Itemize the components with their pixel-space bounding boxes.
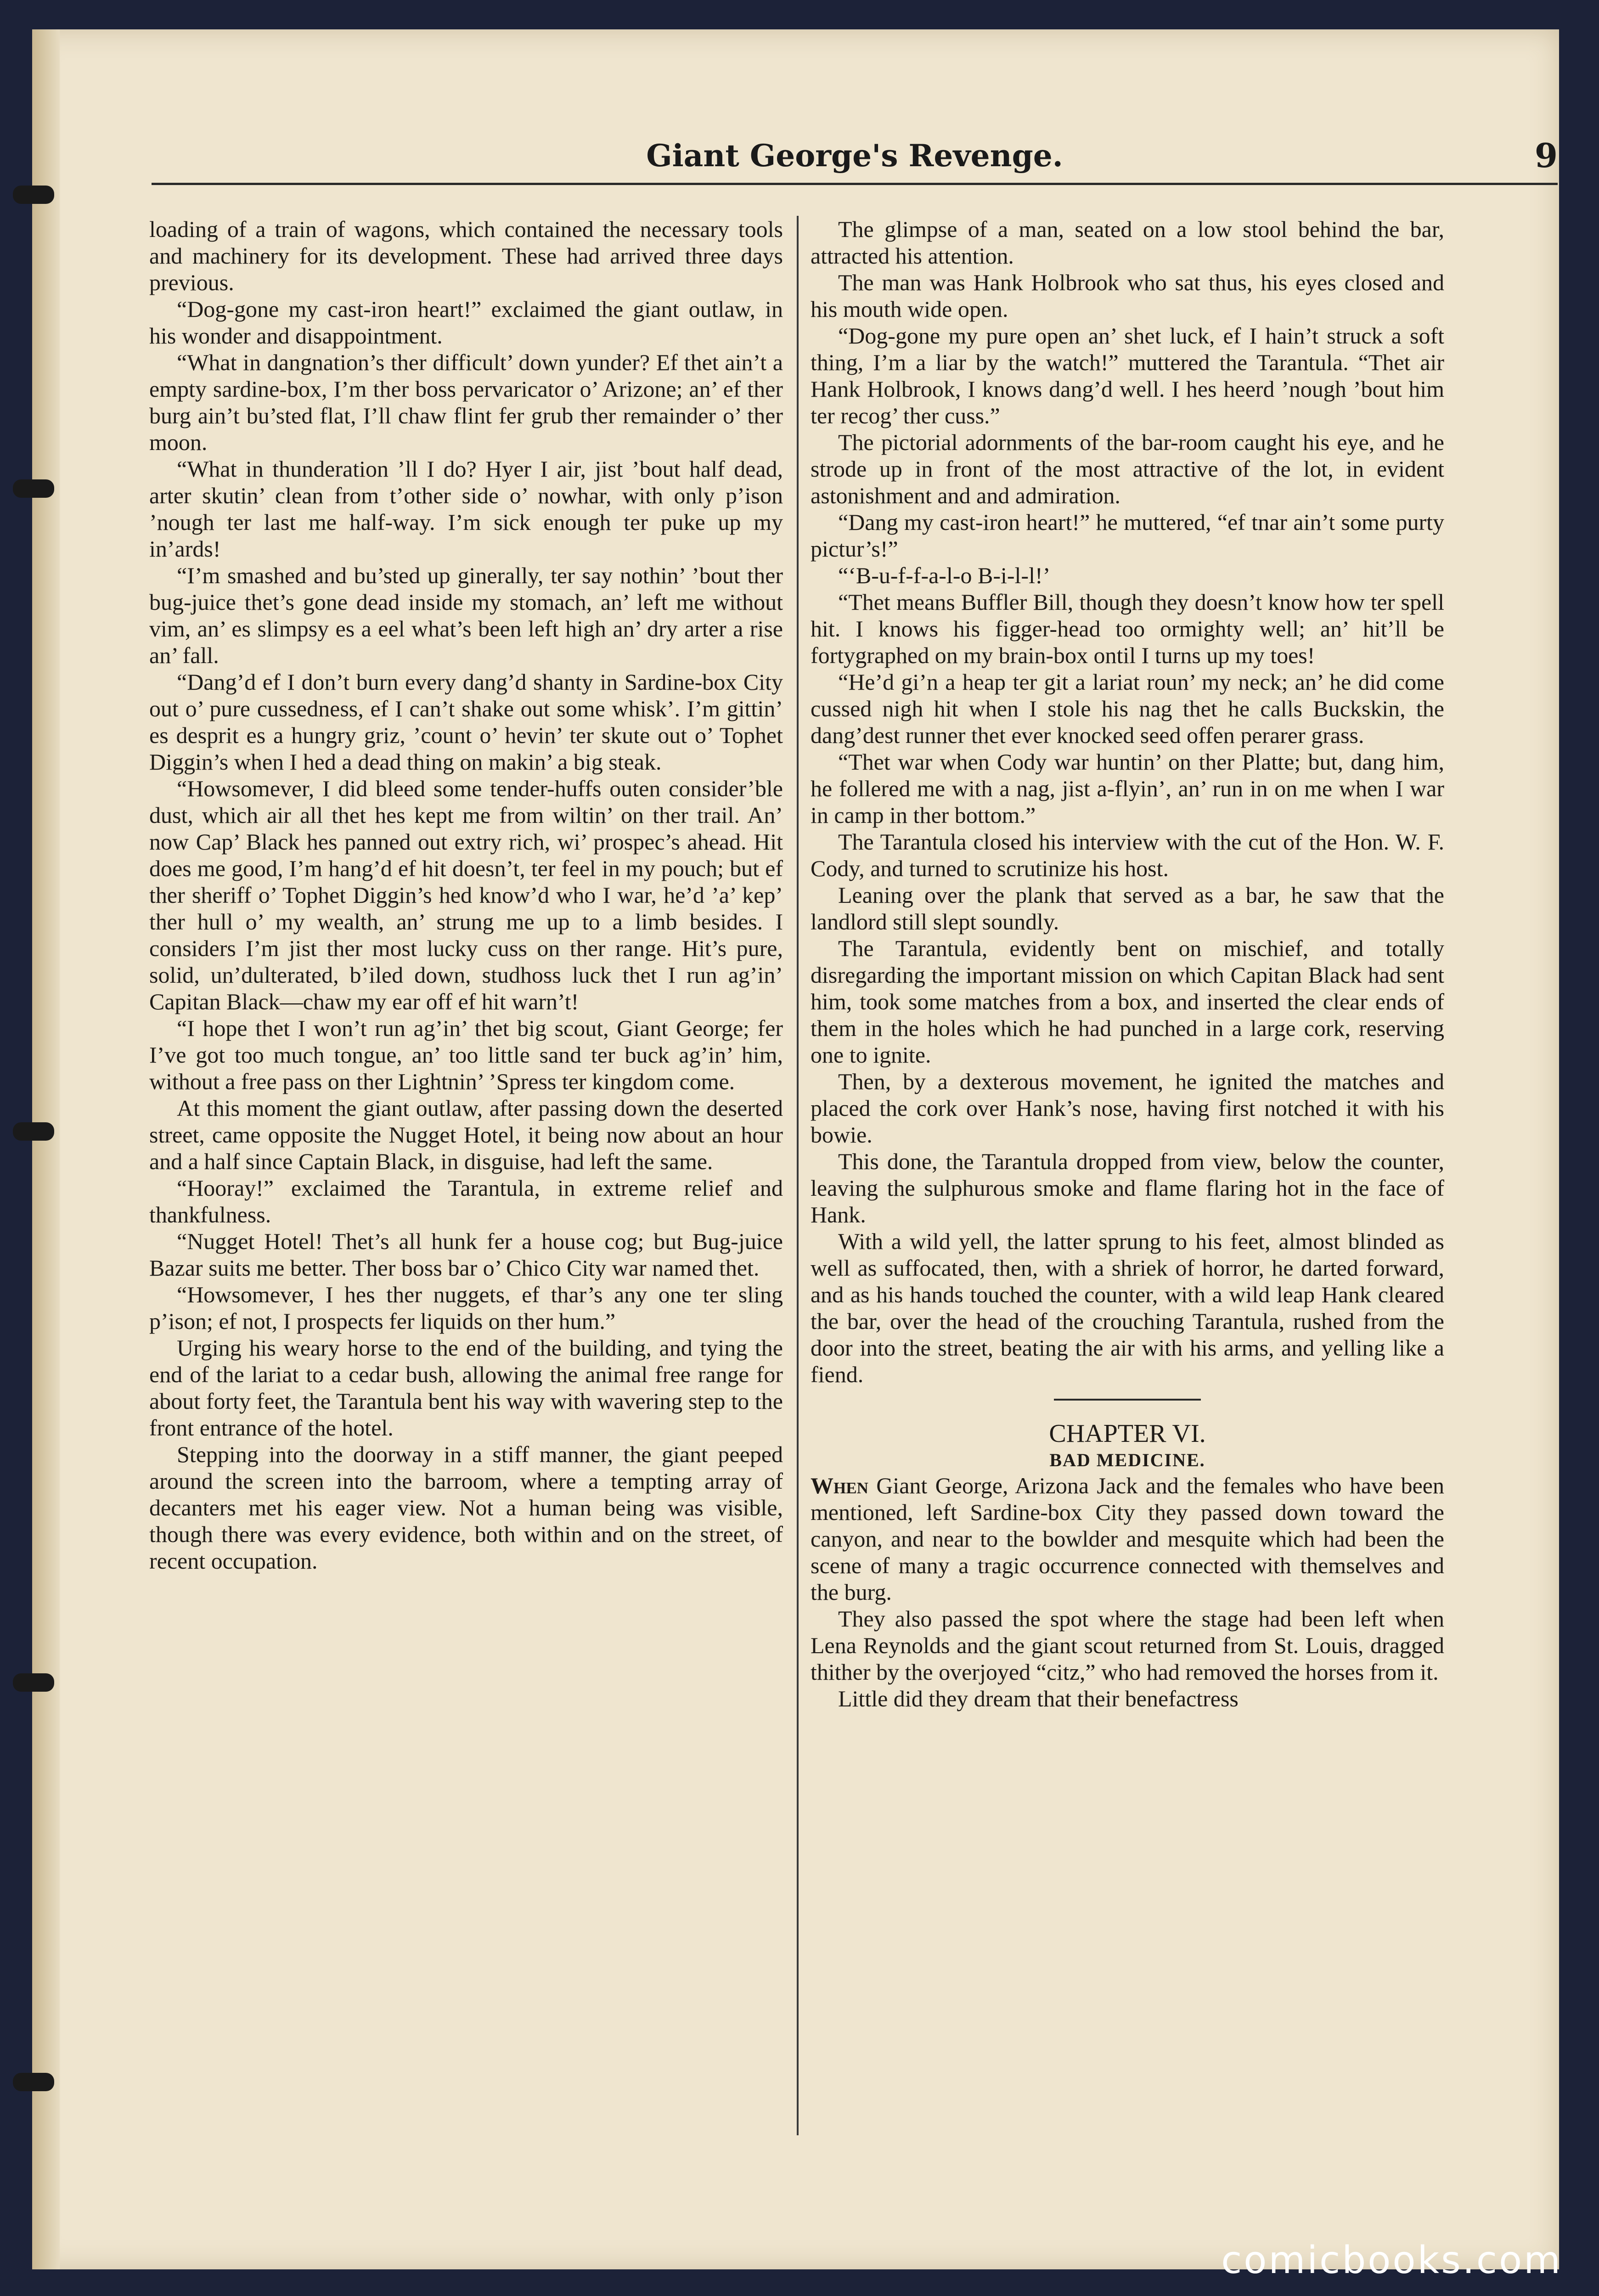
- paragraph: The man was Hank Holbrook who sat thus, his eyes closed and his mouth wide open.: [811, 270, 1444, 322]
- page-header: [152, 119, 1558, 184]
- paragraph: Little did they dream that their benefactress: [838, 1686, 1239, 1711]
- column-divider: [797, 216, 799, 2135]
- watermark: comicbooks.com: [1221, 2239, 1562, 2282]
- page-spine: [32, 29, 60, 2269]
- paragraph: Stepping into the doorway in a stiff manner, the giant peeped around the screen into the barroom, where a tempting array of decanters met his eager view. Not a human being was visible, though there was every evidence, both within and on the street, of recent occupation.: [149, 1441, 783, 1574]
- left-column: [149, 216, 783, 2158]
- binding-stitch: [13, 2073, 54, 2091]
- paragraph: “What in dangnation’s ther difficult’ down yunder? Ef thet ain’t a empty sardine-box, I’m ther boss pervaricator o’ Arizone; an’ ef ther burg ain’t bu’sted flat, I’ll chaw flint fer grub ther remainder o’ ther moon.: [149, 349, 783, 455]
- right-column: [811, 216, 1444, 2158]
- paragraph: “‘B-u-f-f-a-l-o B-i-l-l!’: [838, 563, 1051, 588]
- right-column-body: [811, 216, 1444, 1388]
- chapter-first-paragraph: [811, 1472, 1444, 1605]
- binding-stitch: [13, 186, 54, 204]
- right-column-continuation: [811, 1605, 1444, 1712]
- paragraph: They also passed the spot where the stage had been left when Lena Reynolds and the giant scout returned from St. Louis, dragged thither by the overjoyed “citz,” who had removed the horses from it.: [811, 1606, 1444, 1685]
- paragraph: This done, the Tarantula dropped from view, below the counter, leaving the sulphurous smoke and flame flaring hot in the face of Hank.: [811, 1148, 1444, 1227]
- paragraph: “Thet means Buffler Bill, though they doesn’t know how ter spell hit. I knows his figger-head too ormighty well; an’ hit’ll be fortygraphed on my brain-box ontil I turns up my toes!: [811, 589, 1444, 668]
- paragraph: “Dog-gone my pure open an’ shet luck, ef I hain’t struck a soft thing, I’m a liar by the watch!” muttered the Tarantula. “Thet air Hank Holbrook, I knows dang’d well. I hes heerd ’nough ’bout him ter recog’ ther cuss.”: [811, 323, 1444, 428]
- paragraph: “I hope thet I won’t run ag’in’ thet big scout, Giant George; fer I’ve got too much tongue, an’ too little sand ter buck ag’in’ him, without a free pass on ther Lightnin’ ’Spress ter kingdom come.: [149, 1015, 783, 1094]
- page-number: 9: [1534, 136, 1558, 175]
- paragraph: The pictorial adornments of the bar-room caught his eye, and he strode up in front of the most attractive of the lot, in evident astonishment and and admiration.: [811, 429, 1444, 508]
- paragraph: The glimpse of a man, seated on a low stool behind the bar, attracted his attention.: [811, 216, 1444, 269]
- binding-stitch: [13, 1673, 54, 1692]
- chapter-lead-word: When: [811, 1473, 868, 1498]
- paragraph: “I’m smashed and bu’sted up ginerally, ter say nothin’ ’bout ther bug-juice thet’s gone dead inside my stomach, an’ left me without vim, an’ es slimpsy es a eel what’s been left high an’ dry arter a rise an’ fall.: [149, 563, 783, 668]
- paragraph: The Tarantula closed his interview with the cut of the Hon. W. F. Cody, and turned to scrutinize his host.: [811, 829, 1444, 881]
- paragraph: Urging his weary horse to the end of the building, and tying the end of the lariat to a cedar bush, allowing the animal free range for about forty feet, the Tarantula bent his way with wavering step to the front entrance of the hotel.: [149, 1335, 783, 1441]
- section-rule: [1054, 1399, 1201, 1401]
- paragraph: At this moment the giant outlaw, after passing down the deserted street, came opposite the Nugget Hotel, it being now about an hour and a half since Captain Black, in disguise, had left the same.: [149, 1095, 783, 1174]
- paragraph: loading of a train of wagons, which contained the necessary tools and machinery for its development. These had arrived three days previous.: [149, 216, 783, 295]
- paragraph: “Dog-gone my cast-iron heart!” exclaimed the giant outlaw, in his wonder and disappointment.: [149, 296, 783, 349]
- paragraph: “Nugget Hotel! Thet’s all hunk fer a house cog; but Bug-juice Bazar suits me better. Ther boss bar o’ Chico City war named thet.: [149, 1228, 783, 1281]
- paragraph: The Tarantula, evidently bent on mischief, and totally disregarding the important mission on which Capitan Black had sent him, took some matches from a box, and inserted the clear ends of them in the holes which he had punched in a large cork, reserving one to ignite.: [811, 935, 1444, 1068]
- header-rule: [152, 183, 1558, 185]
- paragraph: “Hooray!” exclaimed the Tarantula, in extreme relief and thankfulness.: [149, 1175, 783, 1227]
- paragraph: “Howsomever, I hes ther nuggets, ef thar’s any one ter sling p’ison; ef not, I prospects fer liquids on ther hum.”: [149, 1282, 783, 1334]
- chapter-first-paragraph-text: Giant George, Arizona Jack and the females who have been mentioned, left Sardine-box City they passed down toward the canyon, and near to the bowlder and mesquite which had been the scene of many a tragic occurrence connected with themselves and the burg.: [811, 1473, 1444, 1605]
- paragraph: “Dang’d ef I don’t burn every dang’d shanty in Sardine-box City out o’ pure cussedness, ef I can’t shake out some whisk’. I’m gittin’ es desprit es a hungry griz, ’count o’ hevin’ ter skute out o’ Tophet Diggin’s when I hed a dead thing on makin’ a big steak.: [149, 669, 783, 775]
- paragraph: “Thet war when Cody war huntin’ on ther Platte; but, dang him, he follered me with a nag, jist a-flyin’, an’ run in on me when I war in camp in ther bottom.”: [811, 749, 1444, 828]
- paragraph: “What in thunderation ’ll I do? Hyer I air, jist ’bout half dead, arter skutin’ clean from t’other side o’ nowhar, with only p’ison ’nough ter last me half-way. I’m sick enough ter puke up my in’ards!: [149, 456, 783, 562]
- chapter-title: CHAPTER VI.: [1049, 1419, 1206, 1448]
- binding-stitch: [13, 479, 54, 498]
- paragraph: Leaning over the plank that served as a bar, he saw that the landlord still slept soundly.: [811, 882, 1444, 934]
- paragraph: Then, by a dexterous movement, he ignited the matches and placed the cork over Hank’s nose, having first notched it with his bowie.: [811, 1069, 1444, 1148]
- paragraph: “Dang my cast-iron heart!” he muttered, “ef tnar ain’t some purty pictur’s!”: [811, 509, 1444, 562]
- running-title: Giant George's Revenge.: [646, 138, 1063, 174]
- paragraph: “He’d gi’n a heap ter git a lariat roun’ my neck; an’ he did come cussed nigh hit when I stole his nag thet he calls Buckskin, the dang’dest runner thet ever knocked seed offen perarer grass.: [811, 669, 1444, 748]
- paragraph: “Howsomever, I did bleed some tender-huffs outen consider’ble dust, which air all thet hes kept me from wiltin’ on ther trail. An’ now Cap’ Black hes panned out extry rich, wi’ prospec’s ahead. Hit does me good, I’m hang’d ef hit doesn’t, ter feel in my pouch; but ef ther sheriff o’ Tophet Diggin’s hed know’d who I war, he’d ’a’ kep’ ther hull o’ my wealth, an’ strung me up to a limb besides. I considers I’m jist ther most lucky cuss on ther range. Hit’s pure, solid, un’dulterated, b’iled down, studhoss luck thet I run ag’in’ Capitan Black—chaw my ear off ef hit warn’t!: [149, 776, 783, 1014]
- binding-stitch: [13, 1122, 54, 1141]
- chapter-subtitle: BAD MEDICINE.: [1049, 1450, 1205, 1470]
- paragraph: With a wild yell, the latter sprung to his feet, almost blinded as well as suffocated, then, with a shriek of horror, he darted forward, and as his hands touched the counter, with a wild leap Hank cleared the bar, over the head of the crouching Tarantula, rushed from the door into the street, beating the air with his arms, and yelling like a fiend.: [811, 1228, 1444, 1387]
